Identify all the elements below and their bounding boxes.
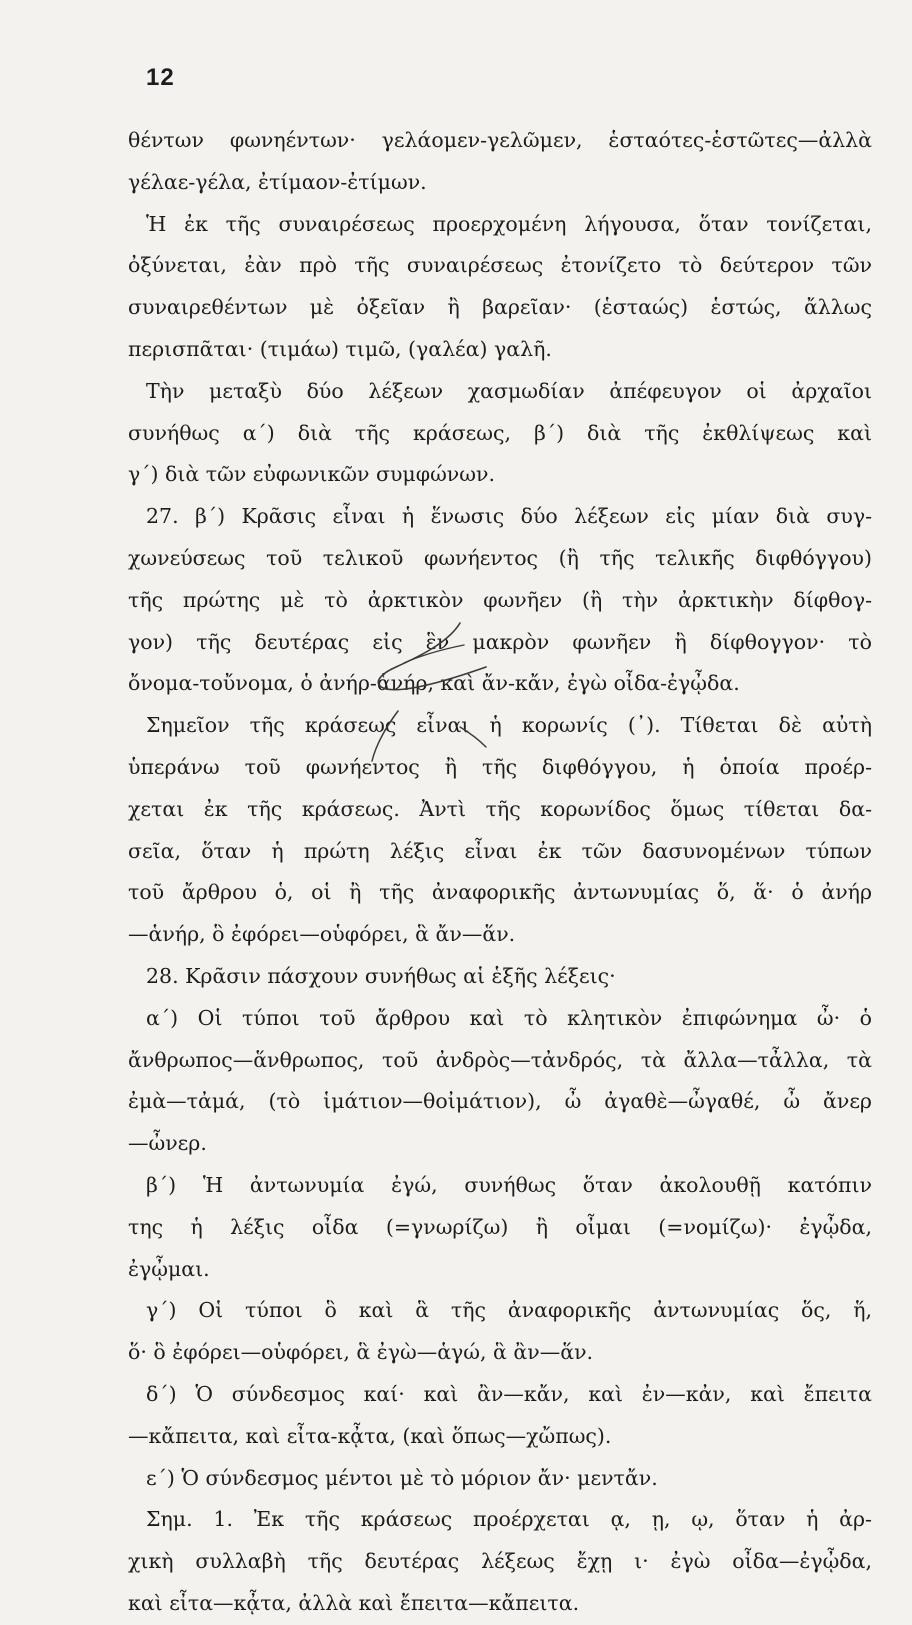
text-line: τῆς πρώτης μὲ τὸ ἀρκτικὸν φωνῆεν (ἢ τὴν ἀρκτικὴν δίφθογ- xyxy=(128,587,872,612)
text-line: —κἄπειτα, καὶ εἶτα-κᾆτα, (καὶ ὅπως—χὤπως). xyxy=(128,1423,612,1448)
text-line: περισπᾶται· (τιμάω) τιμῶ, (γαλέα) γαλῆ. xyxy=(128,336,552,361)
text-line: —ἁνήρ, ὃ ἐφόρει—οὑφόρει, ἃ ἄν—ἅν. xyxy=(128,922,516,947)
text-line: καὶ εἶτα—κᾆτα, ἀλλὰ καὶ ἔπειτα—κἄπειτα. xyxy=(128,1590,580,1615)
text-line: της ἡ λέξις οἶδα (=γνωρίζω) ἢ οἶμαι (=νομίζω)· ἐγᾦδα, xyxy=(128,1214,872,1239)
text-line: γ΄) Οἱ τύποι ὃ καὶ ἃ τῆς ἀναφορικῆς ἀντωνυμίας ὅς, ἥ, xyxy=(146,1298,872,1323)
text-line: β΄) Ἡ ἀντωνυμία ἐγώ, συνήθως ὅταν ἀκολουθῇ κατόπιν xyxy=(146,1172,872,1197)
text-line: συνήθως α΄) διὰ τῆς κράσεως, β΄) διὰ τῆς ἐκθλίψεως καὶ xyxy=(128,420,872,445)
text-line: ἄνθρωπος—ἅνθρωπος, τοῦ ἀνδρὸς—τἀνδρός, τὰ ἄλλα—τἆλλα, τὰ xyxy=(128,1047,872,1072)
text-line: γον) τῆς δευτέρας εἰς ἓν μακρὸν φωνῆεν ἢ δίφθογγον· τὸ xyxy=(128,629,872,654)
text-line: δ΄) Ὁ σύνδεσμος καί· καὶ ἂν—κἄν, καὶ ἐν—κἀν, καὶ ἔπειτα xyxy=(146,1381,872,1406)
text-line: χωνεύσεως τοῦ τελικοῦ φωνήεντος (ἢ τῆς τελικῆς διφθόγγου) xyxy=(128,545,872,570)
text-line: ὀξύνεται, ἐὰν πρὸ τῆς συναιρέσεως ἐτονίζετο τὸ δεύτερον τῶν xyxy=(128,253,872,278)
text-line: 28. Κρᾶσιν πάσχουν συνήθως αἱ ἑξῆς λέξεις· xyxy=(146,963,616,988)
pencil-scribble xyxy=(360,615,530,765)
text-line: γέλαε-γέλα, ἐτίμαον-ἐτίμων. xyxy=(128,169,427,194)
body-text xyxy=(128,120,872,1625)
text-line: γ΄) διὰ τῶν εὐφωνικῶν συμφώνων. xyxy=(128,462,495,487)
text-line: α΄) Οἱ τύποι τοῦ ἄρθρου καὶ τὸ κλητικὸν ἐπιφώνημα ὦ· ὁ xyxy=(146,1005,872,1030)
page-number: 12 xyxy=(146,64,175,91)
text-line: 27. β΄) Κρᾶσις εἶναι ἡ ἕνωσις δύο λέξεων εἰς μίαν διὰ συγ- xyxy=(146,504,872,529)
text-line: συναιρεθέντων μὲ ὀξεῖαν ἢ βαρεῖαν· (ἑσταώς) ἑστώς, ἄλλως xyxy=(128,295,872,320)
text-line: ὑπεράνω τοῦ φωνήεντος ἢ τῆς διφθόγγου, ἡ ὁποία προέρ- xyxy=(128,754,872,779)
text-line: θέντων φωνηέντων· γελάομεν-γελῶμεν, ἑσταότες-ἑστῶτες—ἀλλὰ xyxy=(128,128,872,152)
text-line: ὄνομα-τοὔνομα, ὁ ἀνήρ-ἁνήρ, καὶ ἄν-κἄν, ἐγὼ οἶδα-ἐγᾦδα. xyxy=(128,671,740,696)
text-line: Σημεῖον τῆς κράσεως εἶναι ἡ κορωνίς (᾿). Τίθεται δὲ αὐτὴ xyxy=(146,713,872,738)
text-line: ε΄) Ὁ σύνδεσμος μέντοι μὲ τὸ μόριον ἄν· μεντἄν. xyxy=(146,1465,658,1490)
text-line: χικὴ συλλαβὴ τῆς δευτέρας λέξεως ἔχῃ ι· ἐγὼ οἶδα—ἐγᾦδα, xyxy=(128,1549,872,1574)
text-line: ἐγᾦμαι. xyxy=(128,1256,210,1281)
text-line: Σημ. 1. Ἐκ τῆς κράσεως προέρχεται ᾳ, ῃ, ῳ, ὅταν ἡ ἀρ- xyxy=(146,1507,872,1532)
text-line: ὅ· ὃ ἐφόρει—οὑφόρει, ἃ ἐγὼ—ἁγώ, ἃ ἂν—ἅν. xyxy=(128,1340,594,1365)
text-line: —ὦνερ. xyxy=(128,1131,207,1156)
text-line: Ἡ ἐκ τῆς συναιρέσεως προερχομένη λήγουσα, ὅταν τονίζεται, xyxy=(146,211,872,236)
text-line: τοῦ ἄρθρου ὁ, οἱ ἢ τῆς ἀναφορικῆς ἀντωνυμίας ὅ, ἅ· ὁ ἀνήρ xyxy=(128,880,872,905)
text-line: σεῖα, ὅταν ἡ πρώτη λέξις εἶναι ἐκ τῶν δασυνομένων τύπων xyxy=(128,838,872,863)
text-line: χεται ἐκ τῆς κράσεως. Ἀντὶ τῆς κορωνίδος ὅμως τίθεται δα- xyxy=(128,796,872,821)
text-line: ἐμὰ—τἀμά, (τὸ ἱμάτιον—θοἰμάτιον), ὦ ἀγαθὲ—ὦγαθέ, ὦ ἄνερ xyxy=(128,1089,872,1114)
text-line: Τὴν μεταξὺ δύο λέξεων χασμωδίαν ἀπέφευγον οἱ ἀρχαῖοι xyxy=(146,378,872,403)
